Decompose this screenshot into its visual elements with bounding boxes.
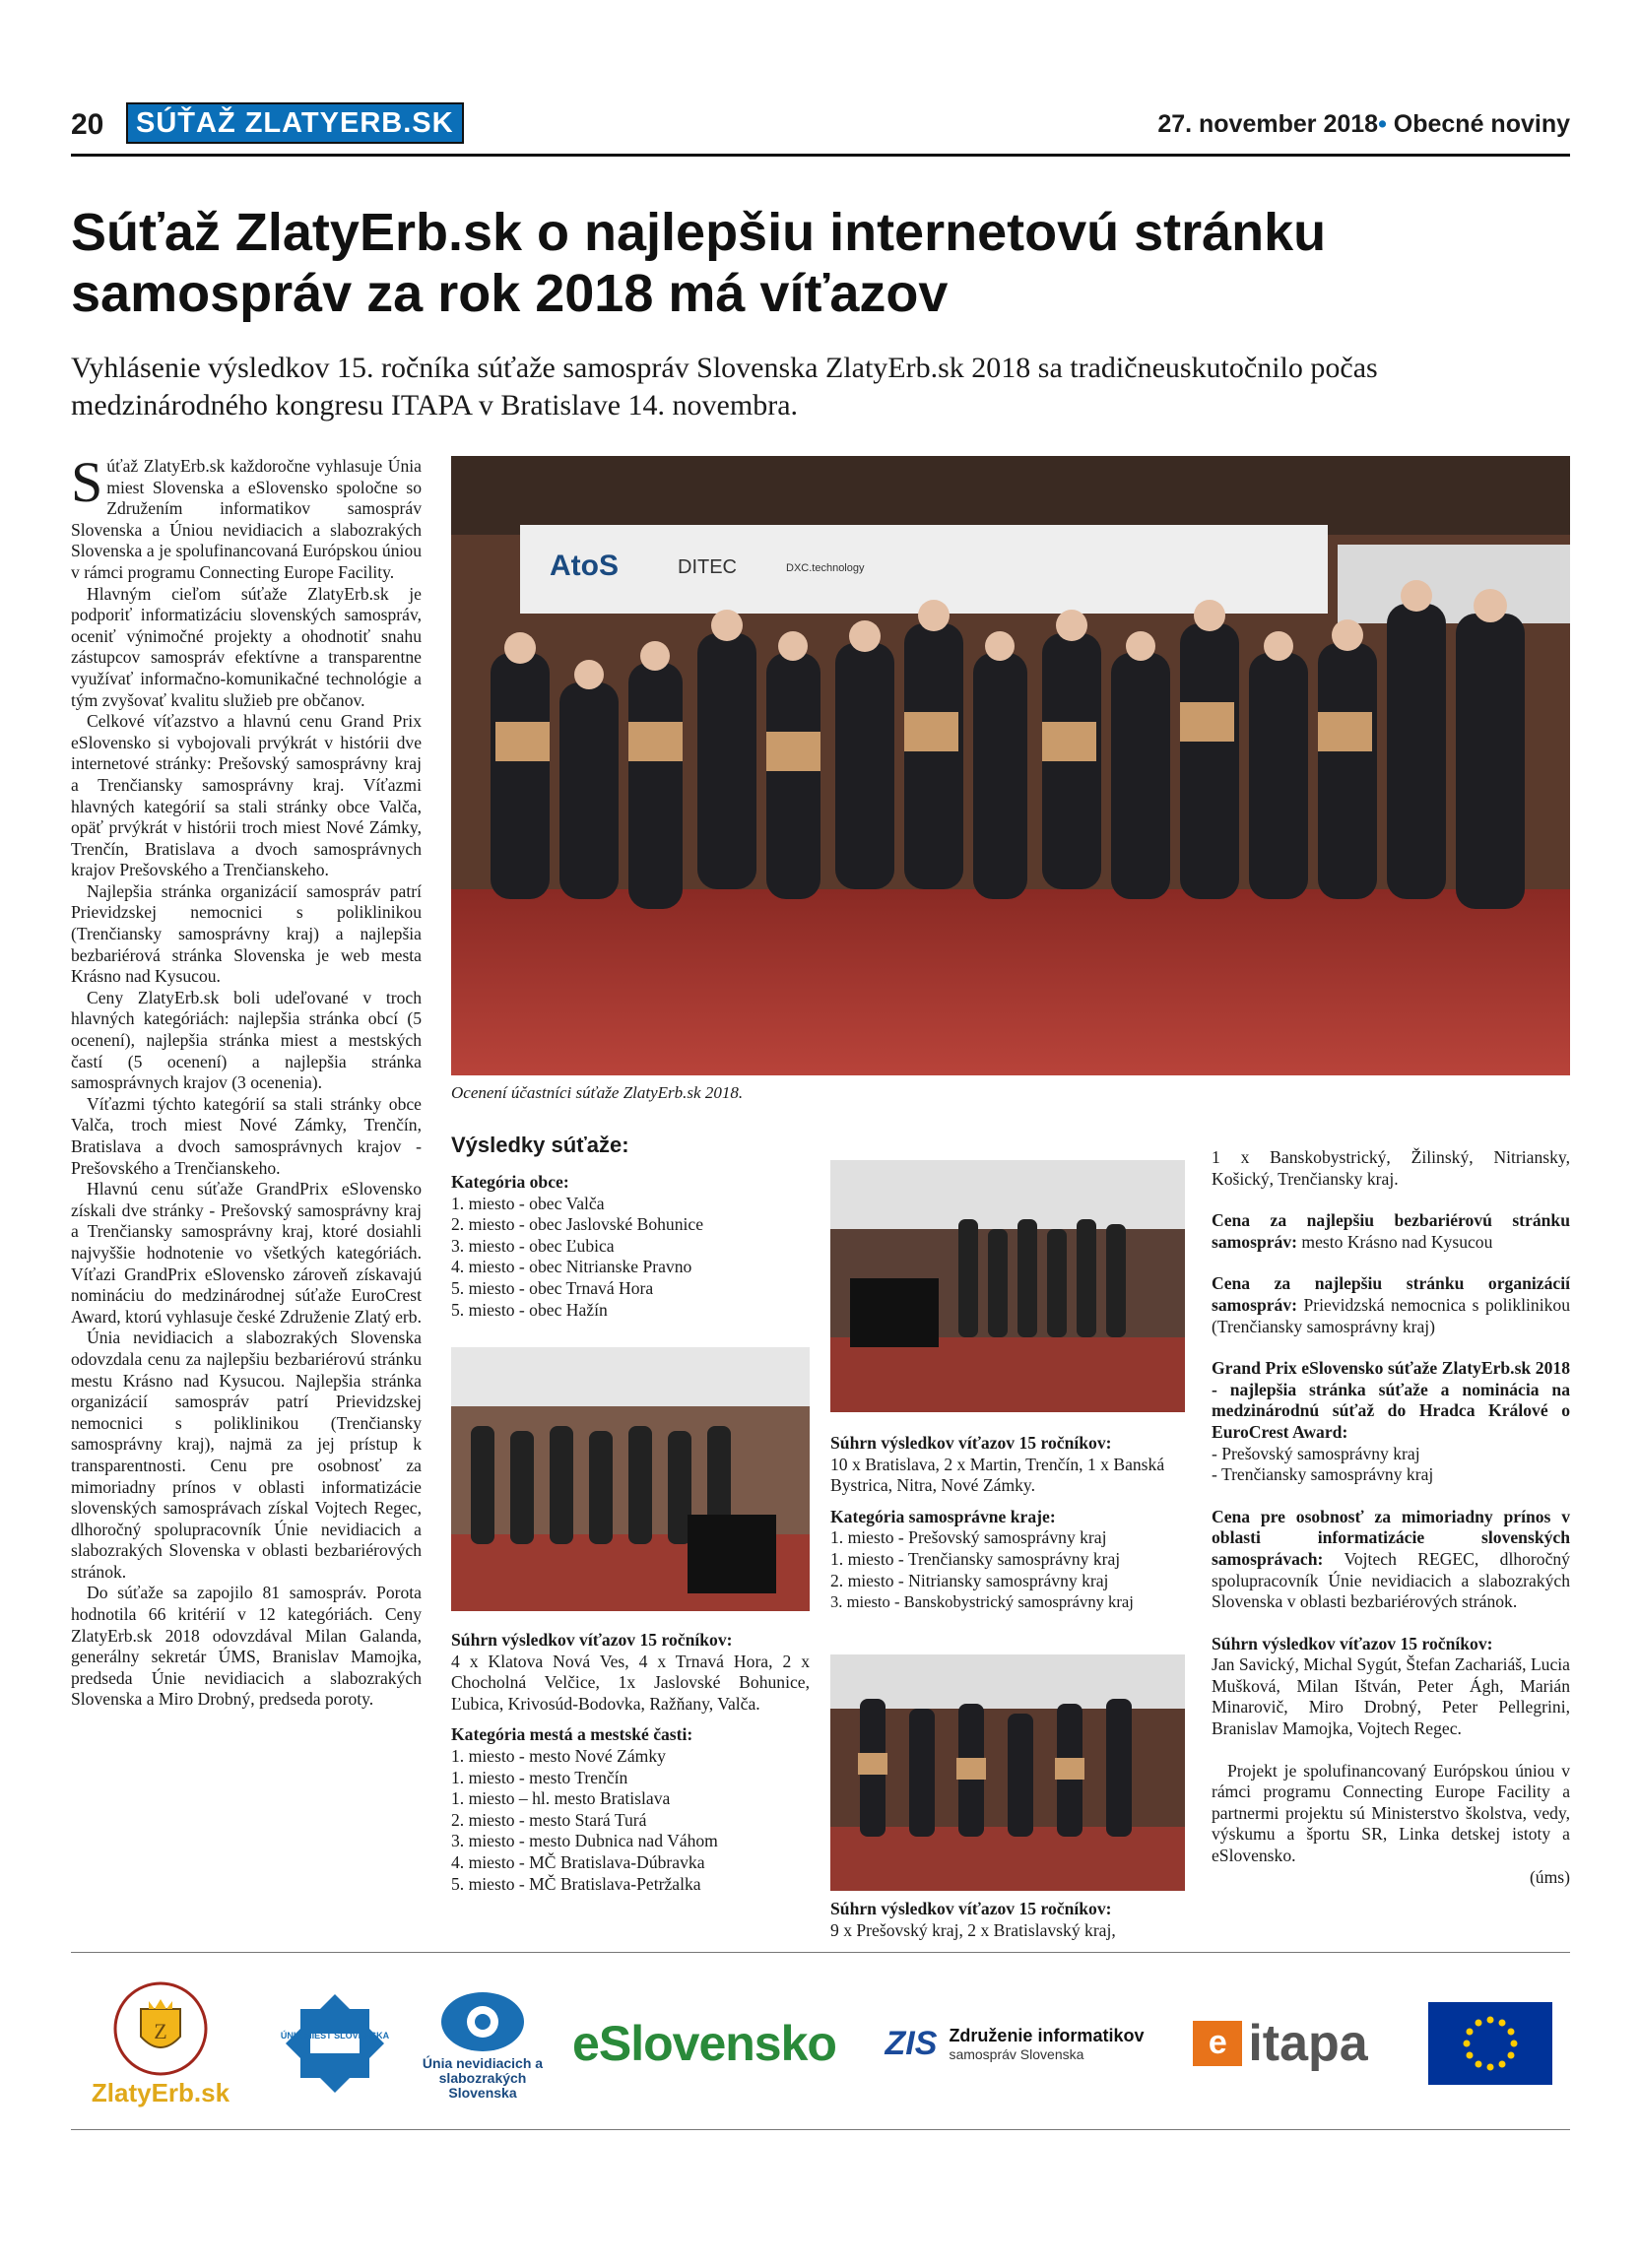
result-item: 3. miesto - mesto Dubnica nad Váhom — [451, 1831, 718, 1851]
photo-awards-group — [451, 1347, 810, 1611]
dropcap: S — [71, 450, 103, 514]
photo-stage-group — [830, 1160, 1185, 1412]
banner-ditec: DITEC — [678, 556, 737, 578]
result-item: 5. miesto - obec Hažín — [451, 1299, 608, 1320]
eslovensko-logo — [571, 1970, 837, 2117]
summary-text: 10 x Bratislava, 2 x Martin, Trenčín, 1 x Banská Bystrica, Nitra, Nové Zámky. — [830, 1454, 1165, 1496]
result-item: 1. miesto – hl. mesto Bratislava — [451, 1788, 671, 1809]
summary-title: Súhrn výsledkov víťazov 15 ročníkov: — [830, 1899, 1112, 1918]
photo-region-winners — [830, 1654, 1185, 1891]
result-item: 5. miesto - MČ Bratislava-Petržalka — [451, 1873, 701, 1894]
footer-rule — [71, 1952, 1570, 1953]
paragraph: Celkové víťazstvo a hlavnú cenu Grand Prix eSlovensko si vybojovali prvýkrát v histórii dve internetové stránky: Prešovský samosprávny kraj a Trenčiansky samosprávny kraj. Víťazmi hlavných kategórií sa stali stránky obce Valča, opäť prvýkrát v histórii troch miest Nové Zámky, Trenčín, Bratislava a dvoch samosprávnych krajov Prešovského a Trenčianskeho. — [71, 711, 422, 880]
paragraph: Hlavným cieľom súťaže ZlatyErb.sk je podporiť informatizáciu slovenských samospráv, oceniť výnimočné projekty a ohodnotiť snahu zástupcov samospráv efektívne a transparentne využívať informačno-komunikačné technológie a tým zvyšovať kvalitu služieb pre občanov. — [71, 583, 422, 710]
paragraph: Súťaž ZlatyErb.sk každoročne vyhlasuje Únia miest Slovenska a eSlovensko spoločne so Združením informatikov samospráv Slovenska a Úniou nevidiacich a slabozrakých Slovenska a je spolufinancovaná Európskou úniou v rámci programu Connecting Europe Facility. — [71, 450, 422, 582]
banner-dxc: DXC.technology — [786, 562, 865, 574]
result-item: 1. miesto - obec Valča — [451, 1193, 605, 1213]
page-number: 20 — [71, 108, 104, 141]
summary-text-continued: 1 x Banskobystrický, Žilinský, Nitriansky, Košický, Trenčiansky kraj. — [1212, 1147, 1570, 1189]
itapa-mark: e — [1193, 2021, 1242, 2066]
result-item: 1. miesto - mesto Trenčín — [451, 1767, 628, 1787]
result-item: - Prešovský samosprávny kraj — [1212, 1443, 1420, 1463]
result-item: 2. miesto - Nitriansky samosprávny kraj — [830, 1570, 1109, 1590]
signature: (úms) — [1529, 1866, 1570, 1887]
summary-text: 9 x Prešovský kraj, 2 x Bratislavský kraj, — [830, 1919, 1116, 1940]
category-title: Kategória mestá a mestské časti: — [451, 1724, 693, 1745]
paragraph: Víťazmi týchto kategórií sa stali stránky obce Valča, troch miest Nové Zámky, Trenčín, Bratislava a dvoch samosprávnych krajov - Prešovského a Trenčianskeho. — [71, 1093, 422, 1178]
main-photo — [451, 456, 1570, 1075]
paragraph: Hlavnú cenu súťaže GrandPrix eSlovensko získali dve stránky - Prešovský samosprávny kraj a Trenčiansky samosprávny kraj, ktoré dosiahli najvyššie hodnotenie vo všetkých kategóriách. Víťazi GrandPrix eSlovensko zároveň získavajú nomináciu do medzinárodnej súťaže EuroCrest Award, ktorú vyhlasuje české Združenie Zlatý erb. — [71, 1179, 422, 1327]
zis-mark: ZIS — [885, 2024, 938, 2062]
results-mesta-summary — [830, 1433, 1189, 1613]
photo-caption: Ocenení účastníci súťaže ZlatyErb.sk 2018. — [451, 1083, 744, 1102]
category-title: Kategória samosprávne kraje: — [830, 1506, 1056, 1526]
summary-text: 4 x Klatova Nová Ves, 4 x Trnavá Hora, 2 x Chocholná Velčice, 1x Jaslovské Bohunice, Ľubica, Krivosúd-Bodovka, Ražňany, Valča. — [451, 1651, 810, 1714]
publication-name: Obecné noviny — [1393, 110, 1570, 138]
article-body — [71, 450, 422, 1711]
result-item: 1. miesto - mesto Nové Zámky — [451, 1745, 666, 1766]
unia-miest-logo — [276, 1970, 394, 2117]
summary-title: Súhrn výsledkov víťazov 15 ročníkov: — [830, 1433, 1112, 1453]
paragraph: Najlepšia stránka organizácií samospráv patrí Prievidzskej nemocnici s poliklinikou (Trenčiansky samosprávny kraj) a najlepšia bezbariérová stránka Slovenska je web mesta Krásno nad Kysucou. — [71, 880, 422, 987]
result-item: 2. miesto - obec Jaslovské Bohunice — [451, 1214, 704, 1235]
paragraph: Do súťaže sa zapojilo 81 samospráv. Porota hodnotila 66 kritérií v 12 kategóriách. Ceny ZlatyErb.sk 2018 odovzdával Milan Galanda, generálny sekretár ÚMS, Branislav Mamojka, predseda Únie nevidiacich a slabozrakých Slovenska a Miro Drobný, predseda poroty. — [71, 1583, 422, 1710]
result-item: 1. miesto - Trenčiansky samosprávny kraj — [830, 1548, 1121, 1569]
award-organizacie: Cena za najlepšiu stránku organizácií samospráv: Prievidzská nemocnica s poliklinikou (Trenčiansky samosprávny kraj) — [1212, 1273, 1570, 1336]
footer-rule — [71, 2129, 1570, 2130]
unia-miest-icon — [281, 1989, 389, 2098]
results-mesta — [451, 1630, 810, 1895]
zlatyerb-logo — [77, 1970, 244, 2117]
itapa-logo — [1167, 1970, 1394, 2117]
issue-info — [1157, 110, 1570, 139]
result-item: 1. miesto - Prešovský samosprávny kraj — [830, 1527, 1107, 1548]
unss-label: Únia nevidiacich a slabozrakých Slovenska — [422, 2054, 544, 2101]
separator-dot: • — [1378, 110, 1387, 138]
eye-icon — [438, 1987, 527, 2056]
results-heading: Výsledky súťaže: — [451, 1133, 629, 1157]
result-item: 2. miesto - mesto Stará Turá — [451, 1809, 647, 1830]
zis-name: Združenie informatikov — [949, 2025, 1145, 2045]
page-header — [71, 102, 1570, 157]
results-special — [1212, 1147, 1570, 1888]
unia-miest-label: ÚNIA MIEST SLOVENSKA — [280, 2031, 390, 2041]
award-bezbarierova: Cena za najlepšiu bezbariérovú stránku samospráv: mesto Krásno nad Kysucou — [1212, 1210, 1570, 1252]
article-headline: Súťaž ZlatyErb.sk o najlepšiu internetovú stránku samospráv za rok 2018 má víťazov — [71, 203, 1327, 323]
zis-logo — [867, 1970, 1162, 2117]
zis-subname: samospráv Slovenska — [949, 2045, 1084, 2062]
summary-title: Súhrn výsledkov víťazov 15 ročníkov: — [1212, 1633, 1493, 1653]
result-item: 5. miesto - obec Trnavá Hora — [451, 1277, 654, 1298]
results-obce — [451, 1172, 810, 1321]
grandprix-title: Grand Prix eSlovensko súťaže ZlatyErb.sk 2018 - najlepšia stránka súťaže a nominácia na medzinárodnú súťaž do Hradca Králové o EuroCrest Award: — [1212, 1358, 1570, 1442]
category-title: Kategória obce: — [451, 1172, 569, 1192]
funding-note: Projekt je spolufinancovaný Európskou úniou v rámci programu Connecting Europe Facility a partnermi projektu sú Ministerstvo školstva, vedy, výskumu a športu SR, Linka detskej istoty a eSlovensko. — [1212, 1760, 1570, 1866]
itapa-wordmark: itapa — [1248, 2015, 1368, 2072]
zlatyerb-crest-icon — [111, 1979, 210, 2078]
result-item: 4. miesto - MČ Bratislava-Dúbravka — [451, 1851, 705, 1872]
result-item: 4. miesto - obec Nitrianske Pravno — [451, 1257, 692, 1277]
award-osobnost: Cena pre osobnosť za mimoriadny prínos v oblasti informatizácie slovenských samosprávach: Vojtech REGEC, dlhoročný spolupracovník Únie nevidiacich a slabozrakých Slovenska v oblasti bezbariérových stránok. — [1212, 1506, 1570, 1612]
summary-title: Súhrn výsledkov víťazov 15 ročníkov: — [451, 1630, 733, 1650]
paragraph: Únia nevidiacich a slabozrakých Slovenska odovzdala cenu za najlepšiu bezbariérovú stránku mestu Krásno nad Kysucou. Najlepšia stránka organizácií samospráv patrí Prievidzskej nemocnici s poliklinikou (Trenčiansky samosprávny kraj), najmä za jej prístup k transparentnosti. Cenu pre osobnosť za mimoriadny prínos v oblasti informatizácie slovenských samosprávach získal Vojtech Regec, dlhoročný spolupracovník Únie nevidiacich a slabozrakých Slovenska v oblasti bezbariérových stránok. — [71, 1328, 422, 1582]
unss-logo — [414, 1970, 552, 2117]
summary-text: Jan Savický, Michal Sygút, Štefan Zachariáš, Lucia Mušková, Milan Ištván, Peter Ágh, Marián Minarovič, Miro Drobný, Peter Pellegrini, Branislav Mamojka, Vojtech Regec. — [1212, 1654, 1570, 1739]
results-kraje-summary — [830, 1899, 1189, 1941]
eu-flag-icon — [1428, 2002, 1552, 2085]
article-lead: Vyhlásenie výsledkov 15. ročníka súťaže samospráv Slovenska ZlatyErb.sk 2018 sa tradičneuskutočnilo počas medzinárodného kongresu ITAPA v Bratislave 14. novembra. — [71, 352, 1378, 421]
paragraph: Ceny ZlatyErb.sk boli udeľované v troch hlavných kategóriách: najlepšia stránka obcí (5 ocenení), najlepšia stránka miest a mestských častí (5 ocenení) a najlepšia stránka samosprávnych krajov (3 ocenenia). — [71, 987, 422, 1093]
result-item: - Trenčiansky samosprávny kraj — [1212, 1464, 1434, 1485]
section-tag: SÚŤAŽ ZLATYERB.SK — [126, 102, 464, 144]
zlatyerb-wordmark: ZlatyErb.sk — [91, 2077, 230, 2107]
result-item: 3. miesto - Banskobystrický samosprávny kraj — [830, 1592, 1134, 1612]
eslovensko-wordmark: eSlovensko — [572, 2016, 836, 2071]
banner-atos: AtoS — [550, 550, 619, 582]
eu-flag-logo — [1426, 1970, 1554, 2117]
issue-date: 27. november 2018 — [1157, 110, 1379, 138]
result-item: 3. miesto - obec Ľubica — [451, 1235, 615, 1256]
svg-text:Z: Z — [154, 2018, 167, 2043]
